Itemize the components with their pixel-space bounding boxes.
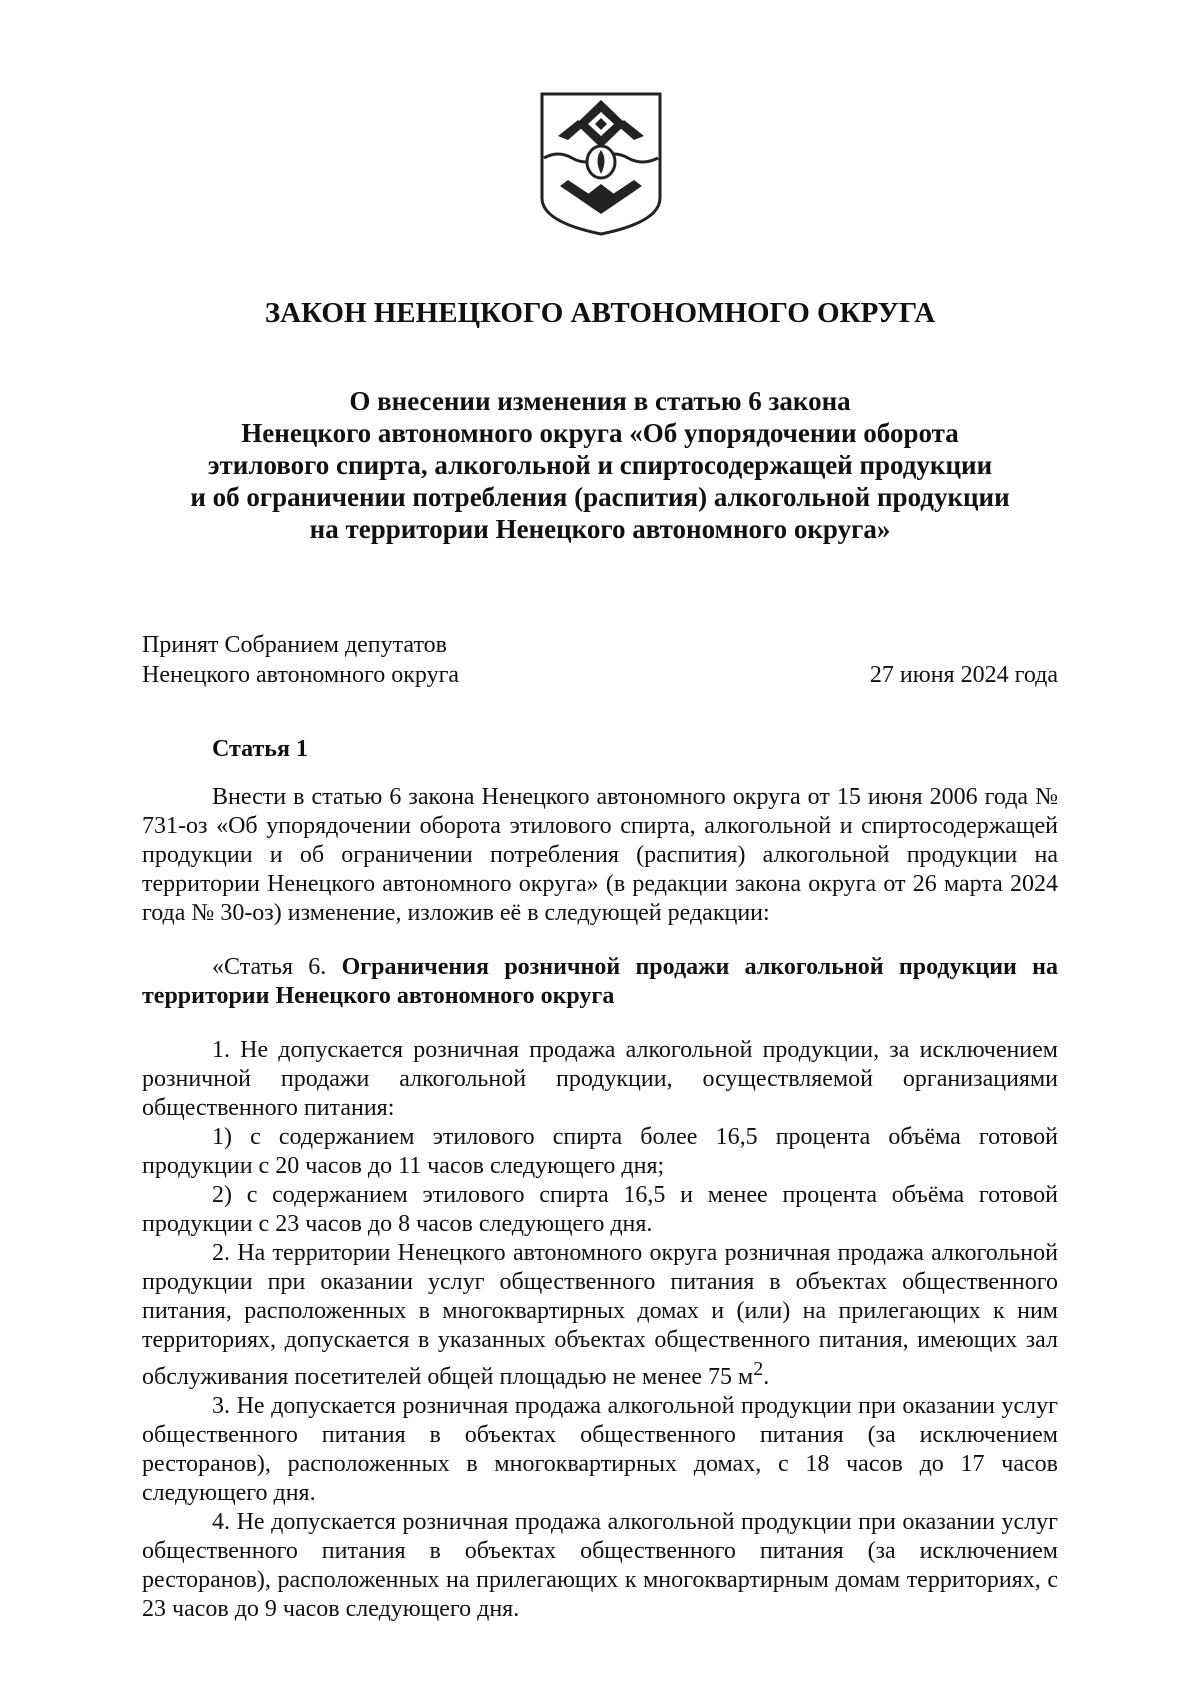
new-article-heading: [142, 953, 1058, 1011]
point-2-text: 2. На территории Ненецкого автономного округа розничная продажа алкогольной продукции при оказании услуг общественного питания в объектах общественного питания, расположенных в многоквартирных домах и (или) на прилегающих к ним территориях, допускается в указанных объектах общественного питания, имеющих зал обслуживания посетителей общей площадью не менее 75 м: [142, 1240, 1058, 1390]
subtitle-line: О внесении изменения в статью 6 закона: [349, 386, 851, 416]
paragraph: [142, 1239, 1058, 1392]
article-intro: [142, 783, 1058, 928]
subtitle-line: Ненецкого автономного округа «Об упорядочении оборота: [241, 418, 959, 448]
superscript: 2: [753, 1358, 764, 1380]
subtitle-line: на территории Ненецкого автономного округа»: [309, 514, 891, 544]
article-points: [142, 1036, 1058, 1624]
new-article-prefix: «Статья 6.: [212, 954, 327, 980]
adoption-line: Ненецкого автономного округа: [142, 662, 460, 688]
adoption-line: Принят Собранием депутатов: [142, 632, 447, 658]
subtitle-line: этилового спирта, алкогольной и спиртосодержащей продукции: [207, 450, 993, 480]
point-2-end: .: [763, 1364, 770, 1390]
paragraph: 1. Не допускается розничная продажа алкогольной продукции, за исключением розничной продажи алкогольной продукции, осуществляемой организациями общественного питания:: [142, 1037, 1058, 1121]
law-title: ЗАКОН НЕНЕЦКОГО АВТОНОМНОГО ОКРУГА: [264, 297, 936, 329]
paragraph: 4. Не допускается розничная продажа алкогольной продукции при оказании услуг общественного питания в объектах общественного питания (за исключением ресторанов), расположенных на прилегающих к многоквартирным домам территориях, с 23 часов до 9 часов следующего дня.: [142, 1509, 1058, 1622]
coat-of-arms-icon: [538, 90, 664, 238]
paragraph: 2) с содержанием этилового спирта 16,5 и менее процента объёма готовой продукции с 23 часов до 8 часов следующего дня.: [142, 1182, 1058, 1237]
subtitle-line: и об ограничении потребления (распития) алкогольной продукции: [190, 482, 1010, 512]
paragraph: Внести в статью 6 закона Ненецкого автономного округа от 15 июня 2006 года № 731-оз «Об упорядочении оборота этилового спирта, алкогольной и спиртосодержащей продукции и об ограничении потребления (распития) алкогольной продукции на территории Ненецкого автономного округа» (в редакции закона округа от 26 марта 2024 года № 30-оз) изменение, изложив её в следующей редакции:: [142, 784, 1058, 926]
adoption-body: [142, 630, 459, 690]
law-subtitle: [0, 385, 1200, 545]
paragraph: 1) с содержанием этилового спирта более 16,5 процента объёма готовой продукции с 20 часов до 11 часов следующего дня;: [142, 1124, 1058, 1179]
article-heading: Статья 1: [212, 736, 308, 762]
adoption-date: 27 июня 2024 года: [869, 662, 1058, 688]
new-article-title: Ограничения розничной продажи алкогольной продукции на территории Ненецкого автономного округа: [142, 954, 1059, 1009]
paragraph: [142, 953, 1058, 1011]
paragraph: 3. Не допускается розничная продажа алкогольной продукции при оказании услуг общественного питания в объектах общественного питания (за исключением ресторанов), расположенных в многоквартирных домах, с 18 часов до 17 часов следующего дня.: [142, 1393, 1058, 1506]
